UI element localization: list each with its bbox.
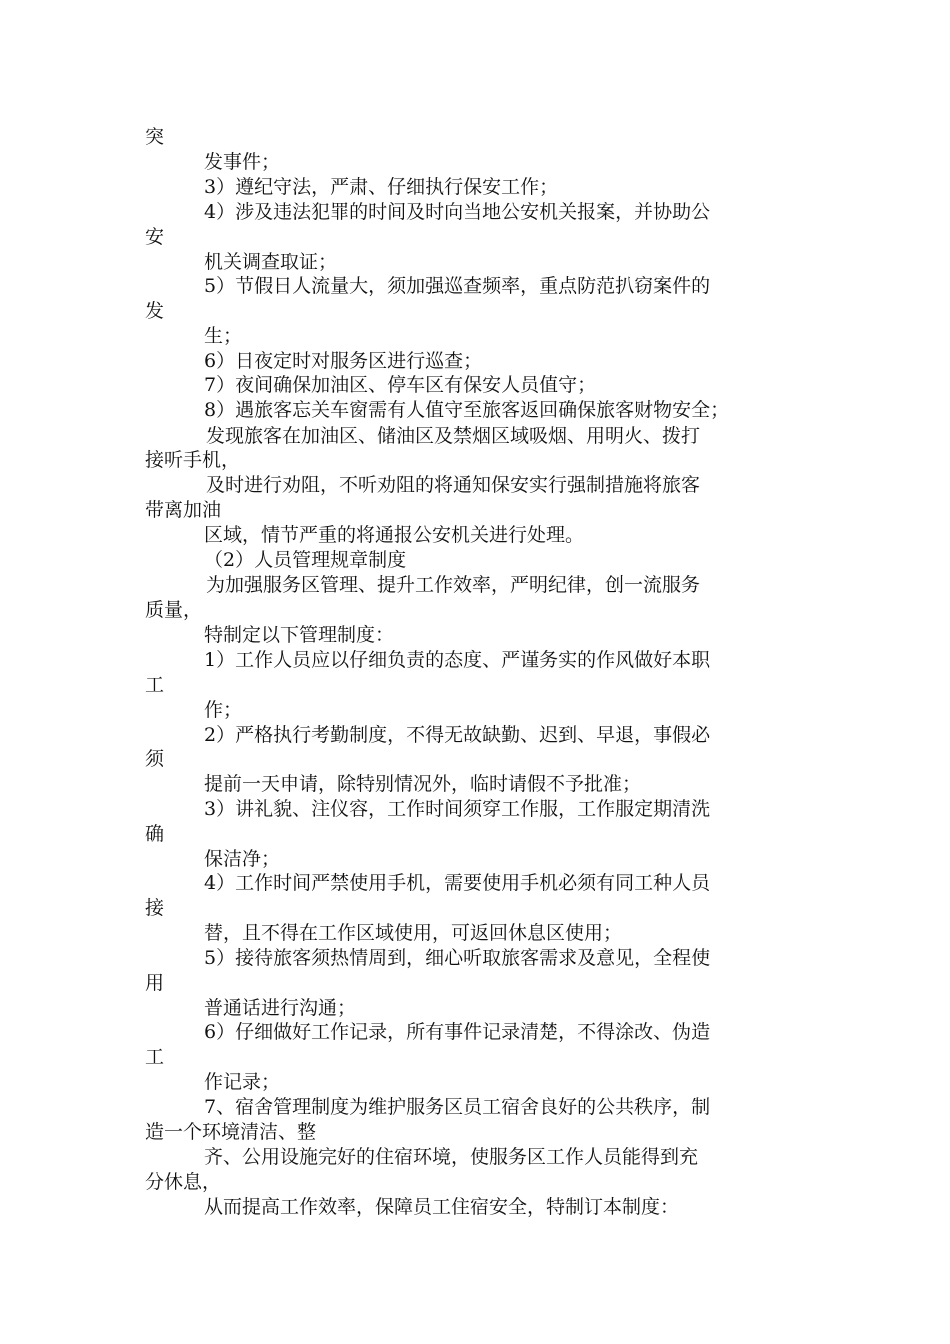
text-line: 3）遵纪守法，严肃、仔细执行保安工作；	[204, 176, 559, 198]
text-line: 6）仔细做好工作记录，所有事件记录清楚，不得涂改、伪造	[204, 1021, 711, 1043]
text-line: 5）节假日人流量大，须加强巡查频率，重点防范扒窃案件的	[204, 275, 711, 297]
text-line: 确	[145, 823, 165, 845]
text-line: 4）工作时间严禁使用手机，需要使用手机必须有同工种人员	[204, 872, 711, 894]
text-line: 带离加油	[145, 499, 222, 521]
text-line: 1）工作人员应以仔细负责的态度、严谨务实的作风做好本职	[204, 649, 711, 671]
text-line: 7、宿舍管理制度为维护服务区员工宿舍良好的公共秩序，制	[204, 1096, 711, 1118]
text-line: 及时进行劝阻，不听劝阻的将通知保安实行强制措施将旅客	[206, 474, 701, 496]
text-line: 生；	[204, 325, 243, 347]
text-line: 安	[145, 226, 165, 248]
text-line: 接	[145, 897, 165, 919]
text-line: 突	[145, 126, 165, 148]
text-line: 用	[145, 972, 165, 994]
text-line: 区域，情节严重的将通报公安机关进行处理。	[204, 524, 585, 546]
text-line: 5）接待旅客须热情周到，细心听取旅客需求及意见，全程使	[204, 947, 711, 969]
text-line: 3）讲礼貌、注仪容，工作时间须穿工作服，工作服定期清洗	[204, 798, 711, 820]
text-line: 2）严格执行考勤制度，不得无故缺勤、迟到、早退，事假必	[204, 724, 711, 746]
text-line: 质量，	[145, 599, 203, 621]
text-line: 分休息，	[145, 1171, 222, 1193]
text-line: 替，且不得在工作区域使用，可返回休息区使用；	[204, 922, 623, 944]
text-line: 特制定以下管理制度：	[204, 624, 395, 646]
text-line: 工	[145, 1046, 165, 1068]
text-line: 作记录；	[204, 1071, 281, 1093]
text-line: 4）涉及违法犯罪的时间及时向当地公安机关报案，并协助公	[204, 201, 711, 223]
text-line: 须	[145, 748, 165, 770]
text-line: 普通话进行沟通；	[204, 997, 357, 1019]
text-line: 发事件；	[204, 151, 281, 173]
text-line: 保洁净；	[204, 848, 281, 870]
text-line: 7）夜间确保加油区、停车区有保安人员值守；	[204, 374, 597, 396]
text-line: 为加强服务区管理、提升工作效率，严明纪律，创一流服务	[206, 574, 701, 596]
text-line: 造一个环境清洁、整	[145, 1121, 317, 1143]
text-line: 作；	[204, 699, 243, 721]
text-line: 从而提高工作效率，保障员工住宿安全，特制订本制度：	[204, 1196, 680, 1218]
section-heading: （2）人员管理规章制度	[204, 549, 407, 571]
text-line: 提前一天申请，除特别情况外，临时请假不予批准；	[204, 773, 642, 795]
text-line: 机关调查取证；	[204, 251, 338, 273]
text-line: 6）日夜定时对服务区进行巡查；	[204, 350, 483, 372]
text-line: 工	[145, 674, 165, 696]
text-line: 发	[145, 300, 165, 322]
text-line: 8）遇旅客忘关车窗需有人值守至旅客返回确保旅客财物安全；	[204, 399, 730, 421]
text-line: 齐、公用设施完好的住宿环境，使服务区工作人员能得到充	[204, 1146, 699, 1168]
text-line: 发现旅客在加油区、储油区及禁烟区域吸烟、用明火、拨打	[206, 425, 701, 447]
text-line: 接听手机，	[145, 449, 241, 471]
